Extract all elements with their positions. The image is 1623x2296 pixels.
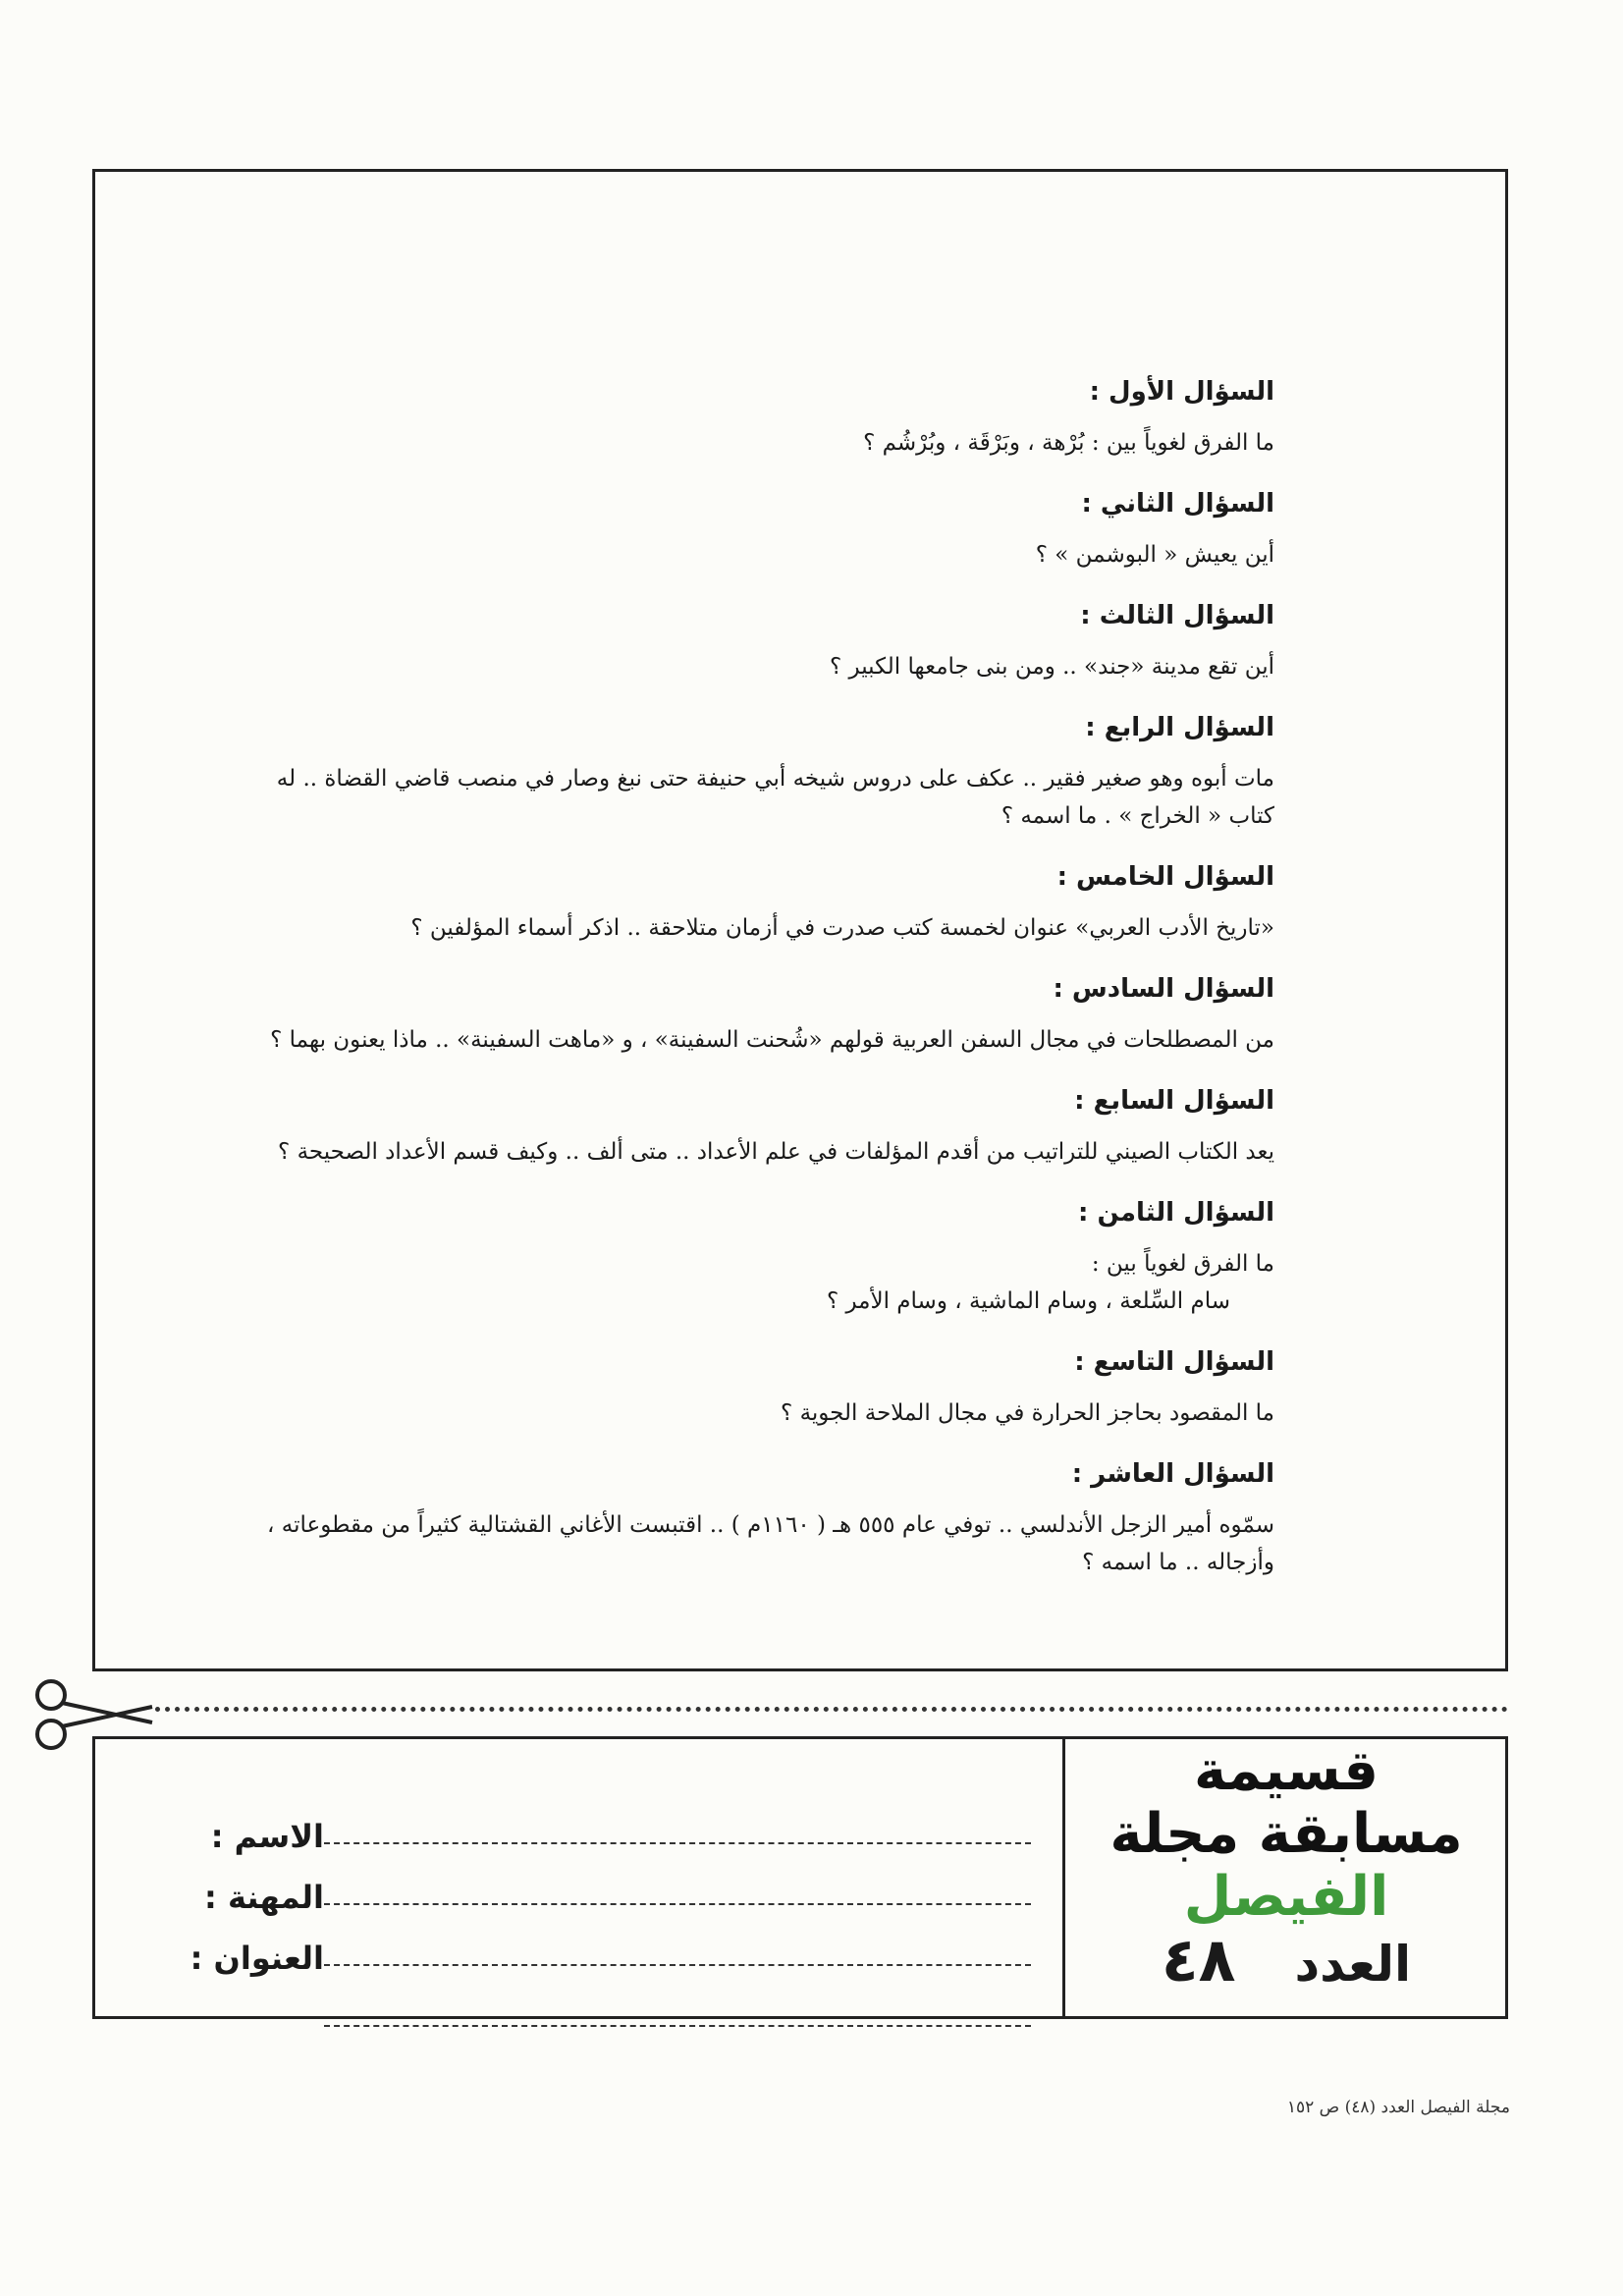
question-text: من المصطلحات في مجال السفن العربية قولهم «شُحنت السفينة» ، و «ماهت السفينة» .. ماذا يعنون بهما ؟ [270, 1027, 1274, 1053]
coupon-fields [147, 1797, 1031, 2041]
coupon-field-row [147, 1858, 1031, 1919]
question-item [293, 373, 1274, 462]
question-text: مات أبوه وهو صغير فقير .. عكف على دروس شيخه أبي حنيفة حتى نبغ وصار في منصب قاضي القضاة .. له [276, 766, 1274, 792]
question-title: السؤال الرابع : [1085, 713, 1274, 742]
question-text: ما الفرق لغوياً بين : بُرْهة ، وبَرْقَة ، وبُرْشُم ؟ [863, 430, 1274, 456]
question-title: السؤال السادس : [1053, 974, 1274, 1004]
question-title: السؤال السابع : [1074, 1086, 1274, 1116]
coupon-title-line-1: قسيمة [1193, 1739, 1379, 1803]
coupon-field-label: المهنة : [204, 1879, 324, 1916]
question-text: «تاريخ الأدب العربي» عنوان لخمسة كتب صدرت في أزمان متلاحقة .. اذكر أسماء المؤلفين ؟ [410, 915, 1274, 941]
question-title: السؤال الخامس : [1056, 862, 1274, 892]
coupon-field-label: العنوان : [189, 1940, 324, 1977]
coupon-field-blank[interactable] [324, 2025, 1031, 2027]
question-item [278, 1082, 1274, 1171]
question-item [267, 1455, 1274, 1581]
question-text: أين يعيش « البوشمن » ؟ [1035, 542, 1274, 568]
question-text: كتاب « الخراج » . ما اسمه ؟ [1001, 803, 1274, 829]
question-item [293, 1194, 1274, 1320]
coupon-title-line-2: مسابقة مجلة [1109, 1802, 1463, 1866]
question-item [293, 1343, 1274, 1432]
coupon-title [1080, 1740, 1492, 2015]
question-item [293, 485, 1274, 574]
questions-list [267, 373, 1274, 1605]
coupon-field-row [147, 1797, 1031, 1858]
question-text: سام السِّلعة ، وسام الماشية ، وسام الأمر ؟ [826, 1288, 1230, 1314]
coupon-field-blank[interactable] [324, 1842, 1031, 1844]
issue-row [1080, 1924, 1492, 1995]
question-title: السؤال الثاني : [1081, 489, 1274, 519]
question-text: وأزجاله .. ما اسمه ؟ [1082, 1550, 1274, 1575]
coupon-field-row [147, 1980, 1031, 2041]
question-title: السؤال العاشر : [1071, 1459, 1274, 1489]
question-item [270, 970, 1274, 1059]
question-title: السؤال التاسع : [1074, 1347, 1274, 1377]
question-text: ما الفرق لغوياً بين : [1091, 1251, 1274, 1277]
questions-box [92, 169, 1508, 1671]
coupon-field-blank[interactable] [324, 1964, 1031, 1966]
coupon-field-row [147, 1919, 1031, 1980]
cut-line [155, 1707, 1508, 1712]
question-title: السؤال الثالث : [1080, 601, 1274, 630]
page-footer: مجلة الفيصل العدد (٤٨) ص ١٥٢ [1286, 2098, 1510, 2117]
magazine-name: الفيصل [1183, 1865, 1389, 1929]
question-item [276, 709, 1274, 835]
question-text: يعد الكتاب الصيني للتراتيب من أقدم المؤلفات في علم الأعداد .. متى ألف .. وكيف قسم الأعداد الصحيحة ؟ [278, 1139, 1274, 1165]
issue-number: ٤٨ [1161, 1924, 1236, 1995]
question-title: السؤال الأول : [1089, 377, 1274, 407]
question-item [293, 597, 1274, 685]
question-text: ما المقصود بحاجز الحرارة في مجال الملاحة الجوية ؟ [781, 1400, 1274, 1426]
coupon-divider [1062, 1736, 1065, 2019]
question-text: أين تقع مدينة «جند» .. ومن بنى جامعها الكبير ؟ [829, 654, 1274, 680]
coupon-field-blank[interactable] [324, 1903, 1031, 1905]
question-text: سمّوه أمير الزجل الأندلسي .. توفي عام ٥٥٥ هـ ( ١١٦٠م ) .. اقتبست الأغاني القشتالية كثيراً من مقطوعاته ، [267, 1512, 1274, 1538]
question-title: السؤال الثامن : [1078, 1198, 1274, 1228]
question-item [293, 858, 1274, 947]
coupon-field-label: الاسم : [210, 1818, 324, 1855]
issue-label: العدد [1294, 1936, 1412, 1993]
